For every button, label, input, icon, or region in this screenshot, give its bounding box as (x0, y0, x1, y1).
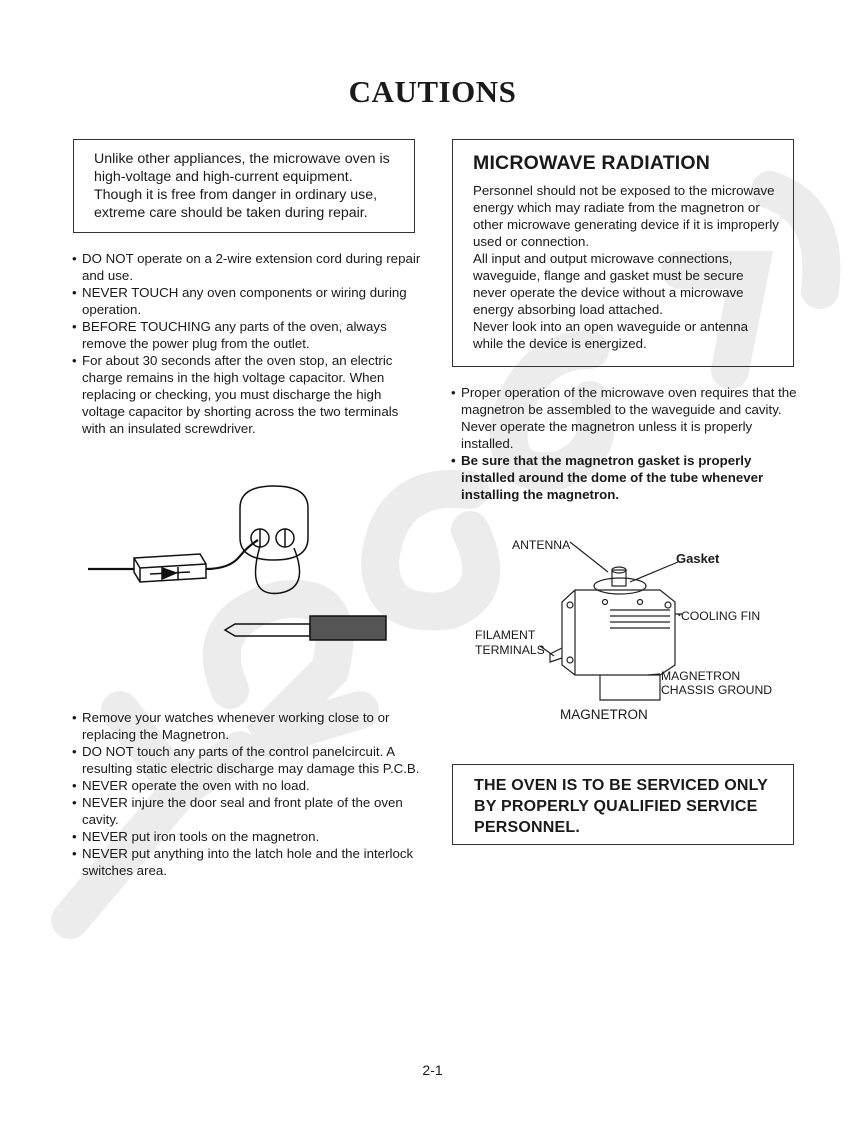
microwave-paragraph: Never look into an open waveguide or antenna while the device is energized. (473, 319, 748, 351)
microwave-radiation-heading: MICROWAVE RADIATION (473, 152, 711, 174)
service-warning-text: THE OVEN IS TO BE SERVICED ONLY BY PROPERLY QUALIFIED SERVICE PERSONNEL. (474, 777, 768, 836)
microwave-radiation-box (452, 139, 794, 367)
list-item: • For about 30 seconds after the oven stop, an electric charge remains in the high voltage capacitor. When replacing or checking, you must discharge the high voltage capacitor by shorting across the two terminals with an insulated screwdriver. (72, 352, 422, 437)
label-chassis-ground: MAGNETRON (661, 669, 741, 683)
page-number: 2-1 (422, 1062, 443, 1078)
list-item: • DO NOT operate on a 2-wire extension cord during repair and use. (72, 250, 422, 284)
label-cooling-fin: COOLING FIN (681, 609, 761, 623)
list-item: • NEVER put iron tools on the magnetron. (72, 828, 422, 845)
label-antenna: ANTENNA (512, 538, 571, 552)
label-filament-terminals: TERMINALS (475, 643, 545, 657)
list-item: • NEVER TOUCH any oven components or wiring during operation. (72, 284, 422, 318)
intro-box (73, 139, 415, 233)
capacitor-discharge-diagram (80, 478, 400, 648)
microwave-paragraph: All input and output microwave connections, waveguide, flange and gasket must be secure never operate the device without a microwave energy absorbing load attached. (473, 251, 744, 317)
wire (206, 540, 258, 569)
list-item: • DO NOT touch any parts of the control panelcircuit. A resulting static electric discharge may damage this P.C.B. (72, 743, 422, 777)
screwdriver-handle (310, 616, 386, 640)
list-item: • NEVER put anything into the latch hole and the interlock switches area. (72, 845, 422, 879)
magnetron-body (562, 590, 675, 675)
caution-list-top (72, 250, 422, 437)
service-warning-box (452, 764, 794, 845)
page-title: CAUTIONS (348, 74, 517, 109)
magnetron-caption: MAGNETRON (560, 707, 648, 722)
intro-text: Unlike other appliances, the microwave oven is high-voltage and high-current equipment. Though it is free from danger in ordinary use, extreme care should be taken during repair. (94, 151, 390, 221)
list-item: • BEFORE TOUCHING any parts of the oven, always remove the power plug from the outlet. (72, 318, 422, 352)
list-item: • NEVER operate the oven with no load. (72, 777, 422, 794)
list-item: • NEVER injure the door seal and front plate of the oven cavity. (72, 794, 422, 828)
list-item: • Remove your watches whenever working close to or replacing the Magnetron. (72, 709, 422, 743)
label-filament-terminals: FILAMENT (475, 628, 536, 642)
screwdriver-shaft (225, 624, 310, 636)
list-item: • Proper operation of the microwave oven requires that the magnetron be assembled to the waveguide and cavity. Never operate the magnetron unless it is properly installed. (451, 384, 801, 452)
label-chassis-ground: CHASSIS GROUND (661, 683, 773, 697)
filament-box (600, 675, 660, 700)
caution-list-bottom (72, 709, 422, 879)
microwave-paragraph: Personnel should not be exposed to the microwave energy which may radiate from the magnetron or other microwave generating device if it is improperly used or connection. (473, 183, 779, 249)
capacitor-body (240, 486, 308, 560)
label-gasket: Gasket (676, 551, 720, 566)
magnetron-notes-list (451, 384, 801, 503)
list-item-bold: • Be sure that the magnetron gasket is properly installed around the dome of the tube whenever installing the magnetron. (451, 452, 801, 503)
